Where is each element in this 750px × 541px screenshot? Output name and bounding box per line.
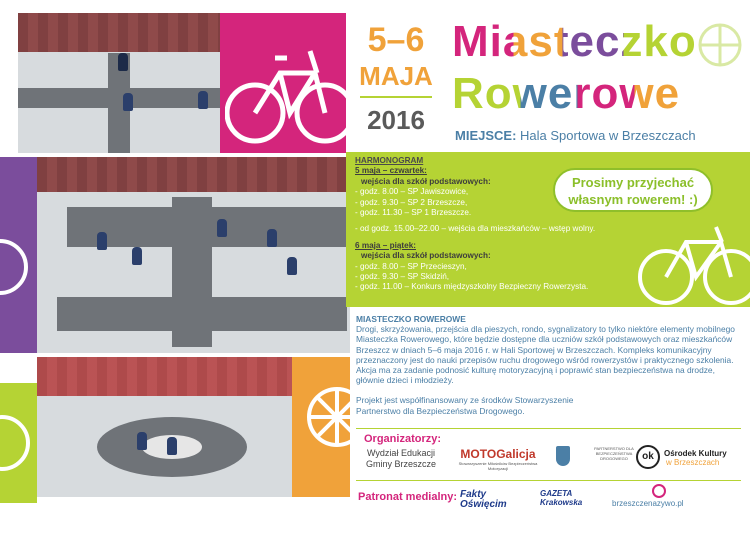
- motogalicja-logo-sub: Stowarzyszenie Miłośników Bezpieczeństwa Motoryzacji: [458, 461, 538, 471]
- day2-sub: wejścia dla szkół podstawowych:: [361, 251, 491, 261]
- ok-logo-line2: w Brzeszczach: [666, 458, 720, 467]
- day2-heading: 6 maja – piątek:: [355, 240, 416, 250]
- partnership-shield-icon: [556, 446, 570, 466]
- bike-wheel-icon: [0, 227, 30, 307]
- bike-icon: [690, 20, 750, 70]
- place-label: MIEJSCE:: [455, 128, 517, 143]
- brzeszcze-logo-text: brzeszczenazywo.pl: [612, 499, 684, 508]
- photo-arena-bottom: [37, 357, 292, 497]
- fakty-logo: Fakty Oświęcim: [460, 489, 507, 510]
- description-heading: MIASTECZKO ROWEROWE: [356, 314, 466, 324]
- day1-sub: wejścia dla szkół podstawowych:: [361, 176, 491, 186]
- brzeszcze-logo: [612, 484, 712, 514]
- day1-evening: - od godz. 15.00–22.00 – wejścia dla mieszkańców – wstęp wolny.: [355, 224, 596, 234]
- photo-arena-middle: [37, 157, 350, 353]
- place-value: Hala Sportowa w Brzeszczach: [520, 128, 696, 143]
- bike-icon: [225, 33, 346, 153]
- schedule-heading: HARMONOGRAM: [355, 156, 424, 165]
- day2-item: - godz. 8.00 – SP Przecieszyn,: [355, 261, 467, 271]
- day1-item: - godz. 8.00 – SP Jawiszowice,: [355, 187, 469, 197]
- event-year: 2016: [367, 105, 425, 135]
- day1-item: - godz. 11.30 – SP 1 Brzeszcze.: [355, 208, 472, 218]
- green-wheel-panel: [0, 383, 37, 503]
- ok-logo: [636, 445, 746, 473]
- divider: [356, 480, 741, 481]
- gazeta-logo: GAZETA Krakowska: [540, 489, 583, 507]
- magenta-bike-panel: [220, 13, 346, 153]
- divider: [356, 428, 741, 429]
- motogalicja-logo-text: MOTOGalicja: [460, 447, 536, 461]
- orange-bike-panel: [292, 357, 350, 497]
- photo-arena-top: [18, 13, 220, 153]
- day1-item: - godz. 9.30 – SP 2 Brzeszcze,: [355, 197, 468, 207]
- bike-wheel-icon: [297, 377, 350, 457]
- partnership-logo: [556, 444, 636, 472]
- place-line: [455, 128, 696, 143]
- title-line2: Rowerowe: [452, 69, 681, 118]
- event-dates: 5–6: [367, 21, 425, 59]
- bring-bike-callout: Prosimy przyjechać własnym rowerem! :): [553, 168, 713, 212]
- day2-item: - godz. 9.30 – SP Skidziń,: [355, 272, 450, 282]
- purple-bike-panel: [0, 157, 37, 353]
- media-label: Patronat medialny:: [358, 491, 458, 503]
- date-divider: [360, 96, 432, 98]
- description-body: Drogi, skrzyżowania, przejścia dla pieszych, rondo, sygnalizatory to tylko niektóre elementy mobilnego Miasteczka Rowerowego, które będzie dostępne dla uczniów szkół podstawowych oraz mieszkańców Brzeszcz w dniach 5–6 maja 2016 r. w Hali Sportowej w Brzeszczach. Kompleks komunikacyjny przeznaczony jest do nauki przepisów ruchu drogowego wśród rowerzystów i praktycznego szkolenia. Akcja ma za zadanie podnosić kulturę motoryzacyjną i poprawić stan bezpieczeństwa na drodze, głównie dzieci i młodzieży.: [356, 324, 735, 386]
- ok-badge-icon: ok: [636, 445, 660, 469]
- globe-icon: [652, 484, 666, 498]
- organizers-label: Organizatorzy:: [364, 433, 442, 445]
- ok-logo-line1: Ośrodek Kultury: [664, 449, 727, 458]
- organizer-education: Wydział Edukacji Gminy Brzeszcze: [365, 448, 436, 469]
- description: [356, 314, 741, 416]
- day2-item: - godz. 11.00 – Konkurs międzyszkolny Bezpieczny Rowerzysta.: [355, 282, 589, 292]
- bike-wheel-icon: [0, 403, 32, 483]
- title-line1: Miasteczko: [452, 17, 697, 66]
- partnership-logo-text: PARTNERSTWO DLA BEZPIECZEŃSTWA DROGOWEGO: [594, 446, 634, 461]
- bike-icon: [636, 212, 750, 312]
- motogalicja-logo: [452, 447, 544, 471]
- funding-note: Projekt jest współfinansowany ze środków Stowarzyszenie Partnerstwo dla Bezpieczeństwa Drogowego.: [356, 395, 574, 416]
- event-month: MAJA: [359, 61, 433, 91]
- day1-heading: 5 maja – czwartek:: [355, 166, 427, 176]
